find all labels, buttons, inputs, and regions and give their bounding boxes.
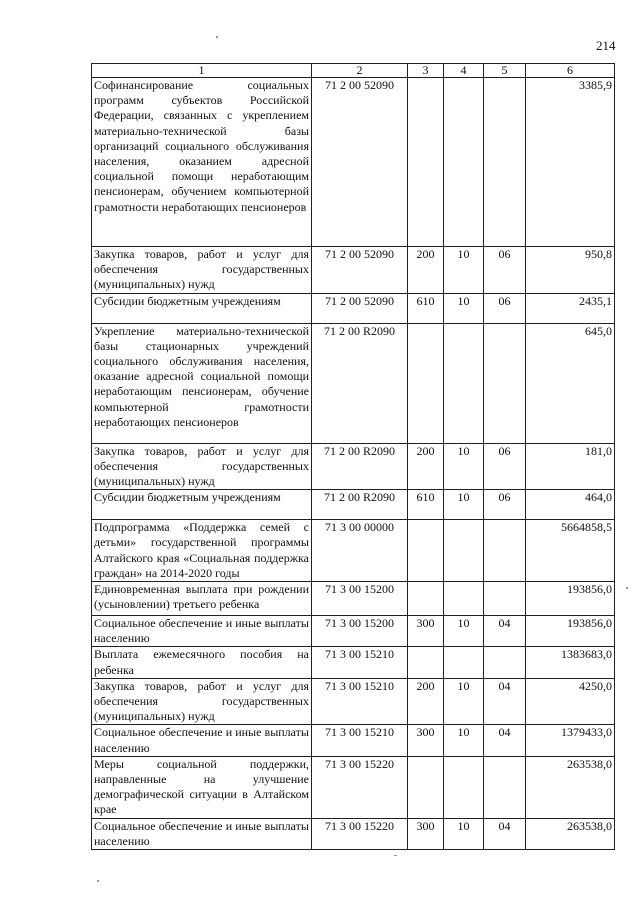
- row-amount: 1379433,0: [526, 725, 615, 756]
- row-amount: 645,0: [526, 323, 615, 443]
- row-amount: 464,0: [526, 490, 615, 520]
- row-c5: [484, 78, 526, 247]
- row-c3: [408, 78, 444, 247]
- row-name: Субсидии бюджетным учреждениям: [92, 293, 312, 323]
- row-c4: 10: [444, 678, 484, 725]
- row-code: 71 2 00 R2090: [312, 323, 408, 443]
- row-c3: [408, 647, 444, 678]
- row-c5: [484, 323, 526, 443]
- row-c3: [408, 323, 444, 443]
- table-row: [92, 247, 615, 294]
- row-c3: [408, 582, 444, 616]
- column-header: 3: [408, 64, 444, 78]
- row-name: Софинансирование социальных программ субъектов Российской Федерации, связанных с укреплением материально-технической базы организаций социального обслуживания населения, оказанием адресной социальной помощи неработающим пенсионерам, обучением компьютерной грамотности неработающих пенсионеров: [92, 78, 312, 247]
- row-name: Социальное обеспечение и иные выплаты населению: [92, 725, 312, 756]
- header-row: [92, 64, 615, 78]
- row-c4: 10: [444, 490, 484, 520]
- row-amount: 4250,0: [526, 678, 615, 725]
- row-c5: [484, 647, 526, 678]
- table-row: [92, 582, 615, 616]
- row-name: Социальное обеспечение и иные выплаты населению: [92, 616, 312, 647]
- row-c5: [484, 520, 526, 582]
- row-c5: [484, 756, 526, 818]
- row-c4: [444, 756, 484, 818]
- table-row: [92, 520, 615, 582]
- row-c3: 200: [408, 443, 444, 490]
- row-amount: 263538,0: [526, 756, 615, 818]
- row-c5: 06: [484, 247, 526, 294]
- row-code: 71 3 00 15220: [312, 756, 408, 818]
- row-c3: 300: [408, 818, 444, 849]
- table-row: [92, 725, 615, 756]
- row-c3: 300: [408, 725, 444, 756]
- column-header: 4: [444, 64, 484, 78]
- table-row: [92, 293, 615, 323]
- row-amount: 193856,0: [526, 582, 615, 616]
- row-code: 71 3 00 15220: [312, 818, 408, 849]
- table-row: [92, 647, 615, 678]
- row-c3: 200: [408, 247, 444, 294]
- row-name: Подпрограмма «Поддержка семей с детьми» государственной программы Алтайского края «Социальная поддержка граждан» на 2014-2020 годы: [92, 520, 312, 582]
- row-c4: 10: [444, 247, 484, 294]
- row-name: Субсидии бюджетным учреждениям: [92, 490, 312, 520]
- row-name: Укрепление материально-технической базы стационарных учреждений социального обслуживания населения, оказание адресной социальной помощи неработающим пенсионерам, обучение компьютерной грамотности неработающих пенсионеров: [92, 323, 312, 443]
- table-row: [92, 323, 615, 443]
- row-name: Единовременная выплата при рождении (усыновлении) третьего ребенка: [92, 582, 312, 616]
- column-header: 1: [92, 64, 312, 78]
- row-c3: 610: [408, 490, 444, 520]
- row-name: Меры социальной поддержки, направленные на улучшение демографической ситуации в Алтайском крае: [92, 756, 312, 818]
- row-c5: 06: [484, 443, 526, 490]
- row-c3: 610: [408, 293, 444, 323]
- row-c4: [444, 78, 484, 247]
- row-c3: [408, 520, 444, 582]
- row-code: 71 2 00 52090: [312, 247, 408, 294]
- table-row: [92, 78, 615, 247]
- row-amount: 3385,9: [526, 78, 615, 247]
- row-c5: 04: [484, 725, 526, 756]
- row-code: 71 2 00 R2090: [312, 443, 408, 490]
- row-c4: [444, 323, 484, 443]
- row-c4: [444, 647, 484, 678]
- row-c4: 10: [444, 443, 484, 490]
- row-amount: 950,8: [526, 247, 615, 294]
- table-row: [92, 616, 615, 647]
- row-code: 71 2 00 52090: [312, 293, 408, 323]
- row-code: 71 3 00 15200: [312, 616, 408, 647]
- row-code: 71 3 00 15210: [312, 678, 408, 725]
- table-row: [92, 678, 615, 725]
- row-c5: 04: [484, 818, 526, 849]
- table-row: [92, 443, 615, 490]
- row-code: 71 3 00 15210: [312, 725, 408, 756]
- row-amount: 181,0: [526, 443, 615, 490]
- row-c4: 10: [444, 725, 484, 756]
- row-c3: 200: [408, 678, 444, 725]
- row-name: Закупка товаров, работ и услуг для обеспечения государственных (муниципальных) нужд: [92, 247, 312, 294]
- row-code: 71 2 00 52090: [312, 78, 408, 247]
- scan-speck: [394, 855, 397, 856]
- row-c5: 06: [484, 490, 526, 520]
- row-amount: 1383683,0: [526, 647, 615, 678]
- row-c3: 300: [408, 616, 444, 647]
- row-code: 71 2 00 R2090: [312, 490, 408, 520]
- column-header: 5: [484, 64, 526, 78]
- column-header: 2: [312, 64, 408, 78]
- row-code: 71 3 00 15200: [312, 582, 408, 616]
- row-amount: 5664858,5: [526, 520, 615, 582]
- table-row: [92, 818, 615, 849]
- row-c5: 06: [484, 293, 526, 323]
- row-amount: 2435,1: [526, 293, 615, 323]
- column-header: 6: [526, 64, 615, 78]
- row-name: Закупка товаров, работ и услуг для обеспечения государственных (муниципальных) нужд: [92, 678, 312, 725]
- row-c5: 04: [484, 678, 526, 725]
- row-amount: 263538,0: [526, 818, 615, 849]
- table-row: [92, 490, 615, 520]
- row-name: Выплата ежемесячного пособия на ребенка: [92, 647, 312, 678]
- row-c4: [444, 582, 484, 616]
- table-row: [92, 756, 615, 818]
- row-c3: [408, 756, 444, 818]
- row-code: 71 3 00 00000: [312, 520, 408, 582]
- budget-table: [91, 63, 615, 850]
- page-number: 214: [596, 38, 616, 53]
- row-c4: 10: [444, 818, 484, 849]
- row-c5: 04: [484, 616, 526, 647]
- row-code: 71 3 00 15210: [312, 647, 408, 678]
- row-c5: [484, 582, 526, 616]
- row-name: Социальное обеспечение и иные выплаты населению: [92, 818, 312, 849]
- scan-speck: [216, 36, 218, 38]
- row-name: Закупка товаров, работ и услуг для обеспечения государственных (муниципальных) нужд: [92, 443, 312, 490]
- scan-speck: [97, 880, 99, 882]
- row-amount: 193856,0: [526, 616, 615, 647]
- row-c4: 10: [444, 616, 484, 647]
- row-c4: 10: [444, 293, 484, 323]
- scan-speck: [626, 587, 628, 589]
- row-c4: [444, 520, 484, 582]
